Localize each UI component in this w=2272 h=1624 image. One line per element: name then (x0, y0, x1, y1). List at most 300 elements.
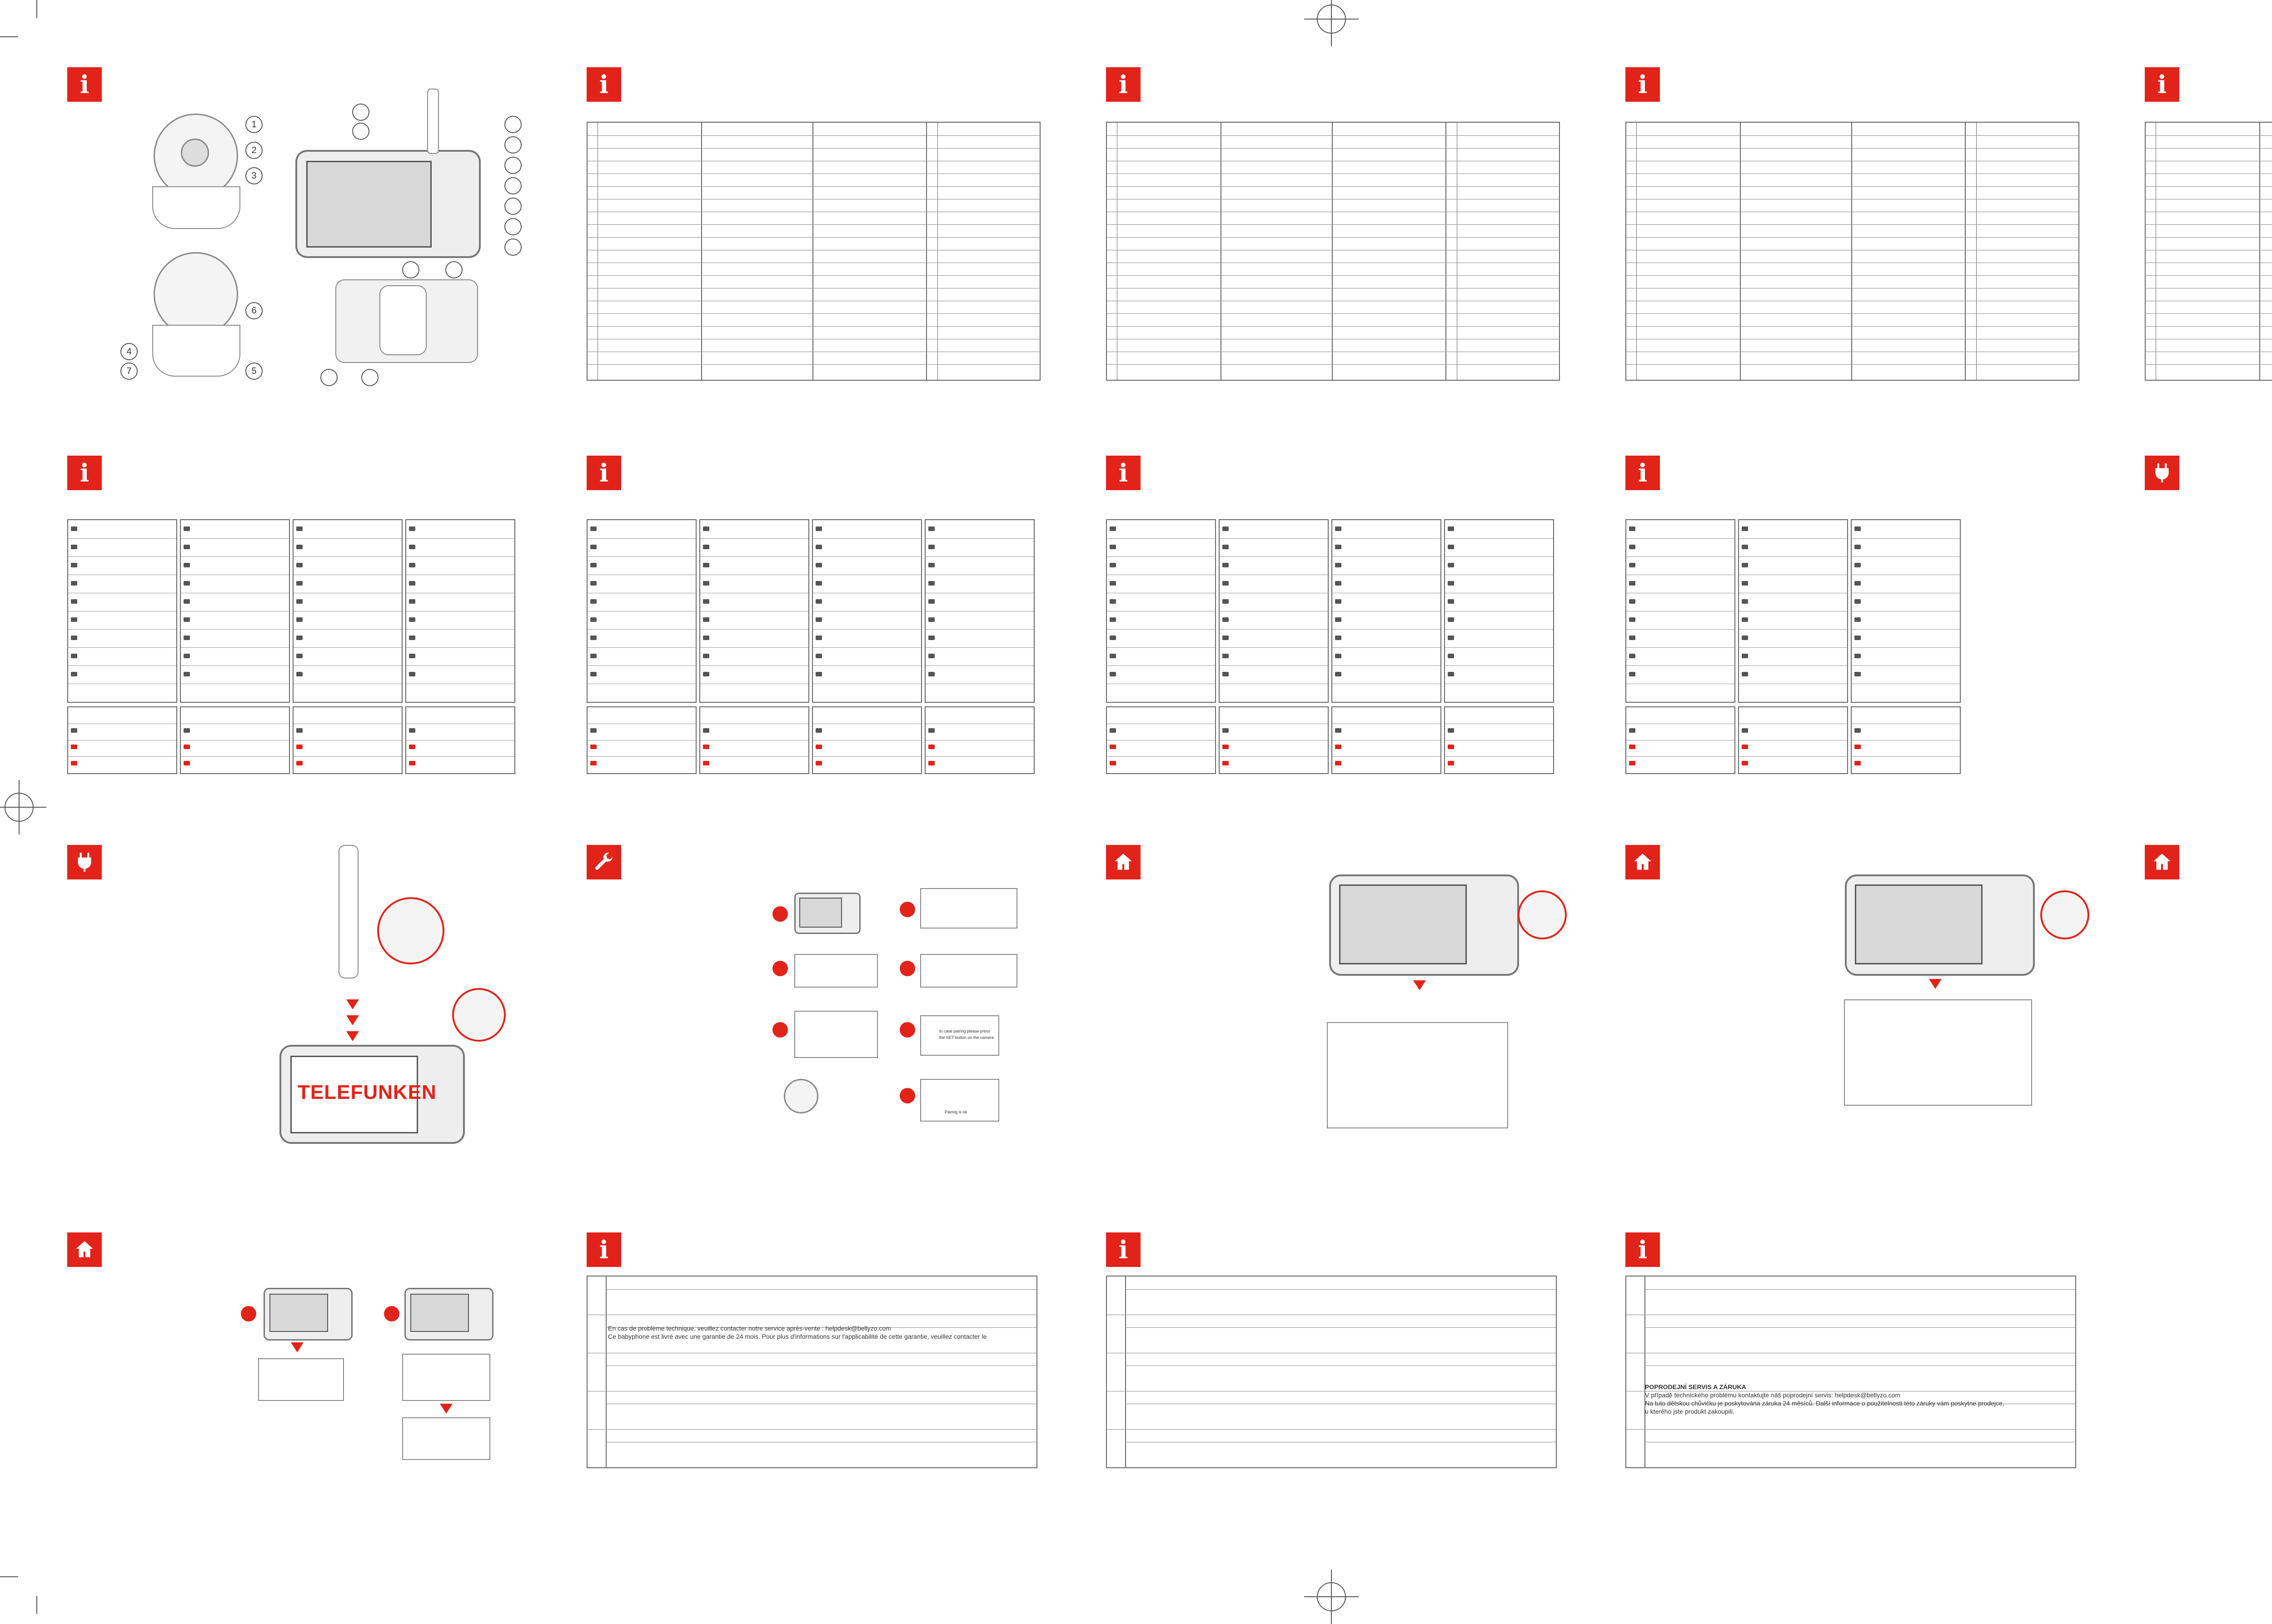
down-arrow (346, 1031, 359, 1041)
legend-icon (703, 761, 709, 765)
step-marker (900, 1022, 915, 1038)
legend-icon (1854, 728, 1861, 733)
legend-icon (1629, 617, 1635, 622)
diagram-callout (352, 123, 369, 140)
monitor-thumb (794, 893, 861, 934)
legend-icon (1629, 526, 1635, 531)
legend-icon (296, 728, 303, 733)
diagram-callout (504, 218, 522, 235)
legend-icon (1335, 636, 1341, 640)
legend-icon (1742, 526, 1748, 531)
legend-icon (71, 617, 77, 622)
legend-icon (1222, 672, 1229, 676)
legend-icon (1742, 728, 1748, 733)
legend-icon (1854, 636, 1861, 640)
warranty-table-fr (587, 1276, 1037, 1468)
legend-icon (409, 728, 415, 733)
diagram-callout (504, 157, 522, 174)
legend-icon (1110, 617, 1116, 622)
icon-legend-card (67, 519, 177, 703)
camera-lens (181, 139, 209, 167)
step-marker (772, 906, 788, 922)
legend-icon (1854, 761, 1861, 765)
legend-icon (1742, 545, 1748, 549)
legend-icon (184, 599, 190, 604)
legend-icon (1448, 761, 1454, 765)
legend-icon (71, 745, 77, 749)
legend-icon (928, 563, 935, 567)
legend-icon (816, 599, 822, 604)
step-box (794, 1011, 878, 1058)
icon-legend-card (1331, 519, 1441, 703)
legend-icon (1854, 581, 1861, 586)
down-arrow (346, 999, 359, 1009)
warranty-fr-line-1: En cas de problème technique, veuillez contacter notre service après-vente : helpdesk@bellyzo.com (608, 1325, 891, 1332)
step-marker (900, 902, 915, 917)
legend-icon (1742, 636, 1748, 640)
step-marker (384, 1306, 399, 1321)
info-icon: i (1625, 456, 1660, 490)
legend-icon (1448, 654, 1454, 658)
monitor-diagram (1845, 874, 2035, 976)
diagram-number: 5 (245, 363, 263, 380)
icon-legend-card-small (812, 706, 922, 774)
legend-icon (1448, 745, 1454, 749)
legend-icon (71, 545, 77, 549)
legend-icon (1629, 672, 1635, 676)
legend-icon (928, 672, 935, 676)
legend-icon (703, 526, 709, 531)
spec-table (587, 122, 1041, 381)
legend-icon (928, 545, 935, 549)
legend-icon (703, 599, 709, 604)
legend-icon (184, 581, 190, 586)
warranty-cz-line-2: Na tuto dětskou chůvičku je poskytována záruka 24 měsíců. Další informace o použitelnosti této záruky vám poskytne prodejce, (1645, 1400, 2004, 1407)
legend-icon (1854, 545, 1861, 549)
icon-legend-card (1219, 519, 1329, 703)
legend-icon (816, 563, 822, 567)
icon-legend-card-small (1738, 706, 1848, 774)
legend-icon (816, 545, 822, 549)
camera-back-base (152, 325, 240, 377)
crop-mark (36, 1596, 37, 1614)
info-icon: i (587, 456, 621, 490)
monitor-screen (799, 898, 842, 928)
legend-icon (703, 563, 709, 567)
legend-icon (1448, 636, 1454, 640)
icon-legend-card-small (405, 706, 515, 774)
legend-icon (409, 617, 415, 622)
registration-mark (5, 793, 34, 822)
legend-icon (1629, 545, 1635, 549)
legend-icon (928, 745, 935, 749)
legend-icon (928, 636, 935, 640)
legend-icon (296, 672, 303, 676)
legend-icon (1629, 636, 1635, 640)
home-icon (67, 1232, 102, 1267)
legend-icon (1222, 728, 1229, 733)
legend-icon (71, 563, 77, 567)
legend-icon (184, 636, 190, 640)
monitor-front-diagram (295, 150, 481, 258)
legend-icon (816, 672, 822, 676)
plug-icon (67, 845, 102, 879)
pairing-line-2: the SET button on the camera (939, 1035, 994, 1040)
down-arrow (1413, 980, 1426, 990)
legend-icon (1110, 745, 1116, 749)
legend-icon (1335, 672, 1341, 676)
info-icon: i (2145, 67, 2179, 102)
icon-legend-card-small (1444, 706, 1554, 774)
legend-icon (590, 526, 597, 531)
diagram-callout (504, 177, 522, 194)
legend-icon (703, 728, 709, 733)
legend-icon (409, 545, 415, 549)
legend-icon (409, 745, 415, 749)
icon-legend-card (1444, 519, 1554, 703)
legend-icon (1335, 617, 1341, 622)
legend-icon (1222, 617, 1229, 622)
monitor-screen (1855, 884, 1983, 964)
legend-icon (184, 654, 190, 658)
step-marker (772, 1022, 788, 1038)
legend-icon (1335, 563, 1341, 567)
legend-icon (1854, 745, 1861, 749)
info-icon: i (67, 67, 102, 102)
legend-icon (1854, 526, 1861, 531)
icon-legend-card-small (1625, 706, 1735, 774)
legend-icon (1629, 581, 1635, 586)
monitor-thumb (404, 1288, 493, 1341)
legend-icon (1110, 599, 1116, 604)
icon-legend-card (587, 519, 697, 703)
warranty-table (1106, 1276, 1557, 1468)
legend-icon (590, 728, 597, 733)
legend-icon (296, 617, 303, 622)
info-icon: i (1106, 1232, 1141, 1267)
icon-legend-card (925, 519, 1035, 703)
down-arrow (291, 1342, 304, 1352)
info-icon: i (1106, 67, 1141, 102)
legend-icon (296, 563, 303, 567)
warranty-cz-line-1: V případě technického problému kontaktujte náš poprodejní servis: helpdesk@bellyzo.com (1645, 1391, 1901, 1399)
legend-icon (703, 617, 709, 622)
legend-icon (1742, 672, 1748, 676)
camera-base (152, 186, 240, 229)
diagram-number: 4 (120, 343, 138, 360)
legend-icon (590, 636, 597, 640)
legend-icon (928, 617, 935, 622)
diagram-callout (504, 116, 522, 133)
step-box (920, 888, 1017, 929)
icon-legend-card-small (67, 706, 177, 774)
legend-icon (409, 563, 415, 567)
legend-icon (409, 636, 415, 640)
icon-legend-card-small (180, 706, 290, 774)
monitor-screen (269, 1294, 328, 1332)
icon-legend-card (405, 519, 515, 703)
monitor-logo: TELEFUNKEN (298, 1081, 437, 1103)
diagram-callout (352, 104, 369, 121)
icon-legend-card-small (1331, 706, 1441, 774)
legend-icon (184, 761, 190, 765)
legend-icon (1335, 728, 1341, 733)
legend-icon (409, 526, 415, 531)
legend-icon (1629, 728, 1635, 733)
icon-legend-card (1625, 519, 1735, 703)
legend-icon (1222, 745, 1229, 749)
warranty-cz-line-3: u kterého jste produkt zakoupili. (1645, 1408, 1734, 1415)
legend-icon (409, 761, 415, 765)
legend-icon (1854, 672, 1861, 676)
info-icon: i (1625, 1232, 1660, 1267)
legend-icon (71, 761, 77, 765)
registration-mark (1317, 5, 1346, 34)
legend-icon (296, 761, 303, 765)
step-marker (241, 1306, 256, 1321)
legend-icon (703, 545, 709, 549)
legend-icon (296, 545, 303, 549)
legend-icon (1742, 563, 1748, 567)
monitor-screen (306, 161, 432, 248)
legend-icon (71, 654, 77, 658)
legend-icon (1448, 617, 1454, 622)
home-icon (2145, 845, 2179, 879)
crop-mark (0, 36, 18, 37)
legend-icon (1448, 563, 1454, 567)
legend-icon (184, 526, 190, 531)
legend-icon (703, 672, 709, 676)
legend-icon (1629, 761, 1635, 765)
camera-back-diagram (154, 252, 238, 337)
legend-icon (71, 599, 77, 604)
legend-icon (184, 563, 190, 567)
legend-icon (409, 581, 415, 586)
wrench-icon (587, 845, 621, 879)
info-icon: i (587, 1232, 621, 1267)
icon-legend-card-small (587, 706, 697, 774)
legend-icon (1742, 745, 1748, 749)
legend-icon (816, 654, 822, 658)
icon-legend-card (1106, 519, 1216, 703)
legend-icon (184, 617, 190, 622)
legend-icon (71, 581, 77, 586)
legend-icon (590, 563, 597, 567)
menu-icon-grid (402, 1417, 490, 1460)
legend-icon (816, 581, 822, 586)
info-icon: i (67, 456, 102, 490)
legend-icon (703, 654, 709, 658)
legend-icon (296, 599, 303, 604)
diagram-callout (504, 198, 522, 215)
legend-icon (928, 526, 935, 531)
legend-icon (1222, 761, 1229, 765)
legend-icon (71, 672, 77, 676)
legend-icon (1448, 728, 1454, 733)
legend-icon (184, 745, 190, 749)
step-box (794, 954, 878, 988)
legend-icon (184, 545, 190, 549)
down-arrow (1929, 979, 1942, 989)
warranty-cz-heading: POPRODEJNÍ SERVIS A ZÁRUKA (1645, 1383, 1746, 1391)
legend-icon (703, 636, 709, 640)
legend-icon (409, 672, 415, 676)
icon-legend-card (293, 519, 403, 703)
diagram-callout (445, 261, 463, 278)
menu-icon-grid (1327, 1022, 1508, 1128)
diagram-callout (402, 261, 419, 278)
plug-icon (2145, 456, 2179, 490)
legend-icon (816, 728, 822, 733)
legend-icon (590, 599, 597, 604)
spec-table (1106, 122, 1560, 381)
legend-icon (1742, 761, 1748, 765)
diagram-callout (504, 136, 522, 154)
icon-legend-card-small (293, 706, 403, 774)
legend-icon (1742, 599, 1748, 604)
info-icon: i (1625, 67, 1660, 102)
legend-icon (409, 599, 415, 604)
down-arrow (440, 1404, 453, 1414)
legend-icon (1335, 761, 1341, 765)
legend-icon (590, 761, 597, 765)
legend-icon (1448, 672, 1454, 676)
menu-icon-grid (1844, 999, 2032, 1106)
diagram-number: 2 (245, 142, 263, 159)
legend-icon (1335, 526, 1341, 531)
legend-icon (1629, 563, 1635, 567)
legend-icon (1110, 728, 1116, 733)
legend-icon (1222, 636, 1229, 640)
step-box (920, 954, 1017, 988)
info-icon: i (587, 67, 621, 102)
pairing-line-1: In case pairing please press (939, 1029, 991, 1033)
legend-icon (1222, 654, 1229, 658)
legend-icon (928, 581, 935, 586)
pairing-ok-box (920, 1079, 999, 1122)
legend-icon (928, 599, 935, 604)
legend-icon (1629, 745, 1635, 749)
icon-legend-card (812, 519, 922, 703)
power-button-press (452, 988, 506, 1042)
warranty-table-cz (1625, 1276, 2076, 1468)
legend-icon (816, 761, 822, 765)
monitor-side-diagram (339, 845, 359, 978)
monitor-screen (410, 1294, 469, 1332)
legend-icon (296, 526, 303, 531)
legend-icon (1222, 526, 1229, 531)
legend-icon (296, 654, 303, 658)
step-marker (900, 1088, 915, 1103)
legend-icon (816, 745, 822, 749)
legend-icon (590, 545, 597, 549)
legend-icon (1629, 654, 1635, 658)
legend-icon (1854, 563, 1861, 567)
monitor-thumb (264, 1288, 353, 1341)
monitor-screen (1339, 884, 1467, 964)
legend-icon (816, 526, 822, 531)
legend-icon (296, 745, 303, 749)
icon-legend-card (699, 519, 809, 703)
legend-icon (184, 672, 190, 676)
camera-thumb (784, 1079, 818, 1113)
icon-legend-card-small (1106, 706, 1216, 774)
legend-icon (1854, 599, 1861, 604)
step-marker (900, 961, 915, 976)
crop-mark (0, 1576, 18, 1577)
icon-legend-card (1738, 519, 1848, 703)
legend-icon (1742, 581, 1748, 586)
diagram-number: 1 (245, 116, 263, 133)
legend-icon (1110, 526, 1116, 531)
legend-icon (1335, 599, 1341, 604)
legend-icon (1110, 654, 1116, 658)
legend-icon (590, 654, 597, 658)
icon-legend-card (1851, 519, 1961, 703)
legend-icon (409, 654, 415, 658)
monitor-diagram (1329, 874, 1519, 976)
diagram-number: 6 (245, 302, 263, 319)
icon-legend-card (180, 519, 290, 703)
spec-table (2145, 122, 2272, 381)
legend-icon (1222, 581, 1229, 586)
legend-icon (928, 761, 935, 765)
pairing-box (920, 1015, 999, 1056)
diagram-callout (504, 238, 522, 256)
legend-icon (1110, 563, 1116, 567)
registration-mark (1317, 1582, 1346, 1611)
legend-icon (296, 636, 303, 640)
legend-icon (1742, 654, 1748, 658)
icon-legend-card-small (1219, 706, 1329, 774)
legend-icon (1448, 526, 1454, 531)
diagram-callout (320, 369, 338, 386)
legend-icon (1335, 545, 1341, 549)
icon-legend-card-small (1851, 706, 1961, 774)
legend-icon (1448, 581, 1454, 586)
icon-legend-card-small (699, 706, 809, 774)
crop-mark (36, 0, 37, 18)
legend-icon (1629, 599, 1635, 604)
menu-button-press (1518, 890, 1567, 939)
legend-icon (1110, 761, 1116, 765)
legend-icon (928, 728, 935, 733)
step-marker (772, 961, 788, 976)
pairing-ok-text: Pairing is ok (945, 1110, 967, 1114)
diagram-number: 3 (245, 167, 263, 184)
power-port-zoom (377, 897, 444, 964)
legend-icon (1222, 599, 1229, 604)
home-icon (1625, 845, 1660, 879)
monitor-stand (379, 285, 427, 355)
menu-icon-grid (258, 1358, 344, 1401)
menu-icon-grid (402, 1354, 490, 1401)
legend-icon (184, 728, 190, 733)
legend-icon (1335, 745, 1341, 749)
diagram-callout (361, 369, 379, 386)
menu-button-press (2040, 890, 2089, 939)
legend-icon (1110, 672, 1116, 676)
info-icon: i (1106, 456, 1141, 490)
legend-icon (1110, 636, 1116, 640)
legend-icon (590, 745, 597, 749)
legend-icon (1335, 654, 1341, 658)
legend-icon (1110, 581, 1116, 586)
spec-table (1625, 122, 2079, 381)
legend-icon (1110, 545, 1116, 549)
legend-icon (816, 636, 822, 640)
legend-icon (71, 728, 77, 733)
